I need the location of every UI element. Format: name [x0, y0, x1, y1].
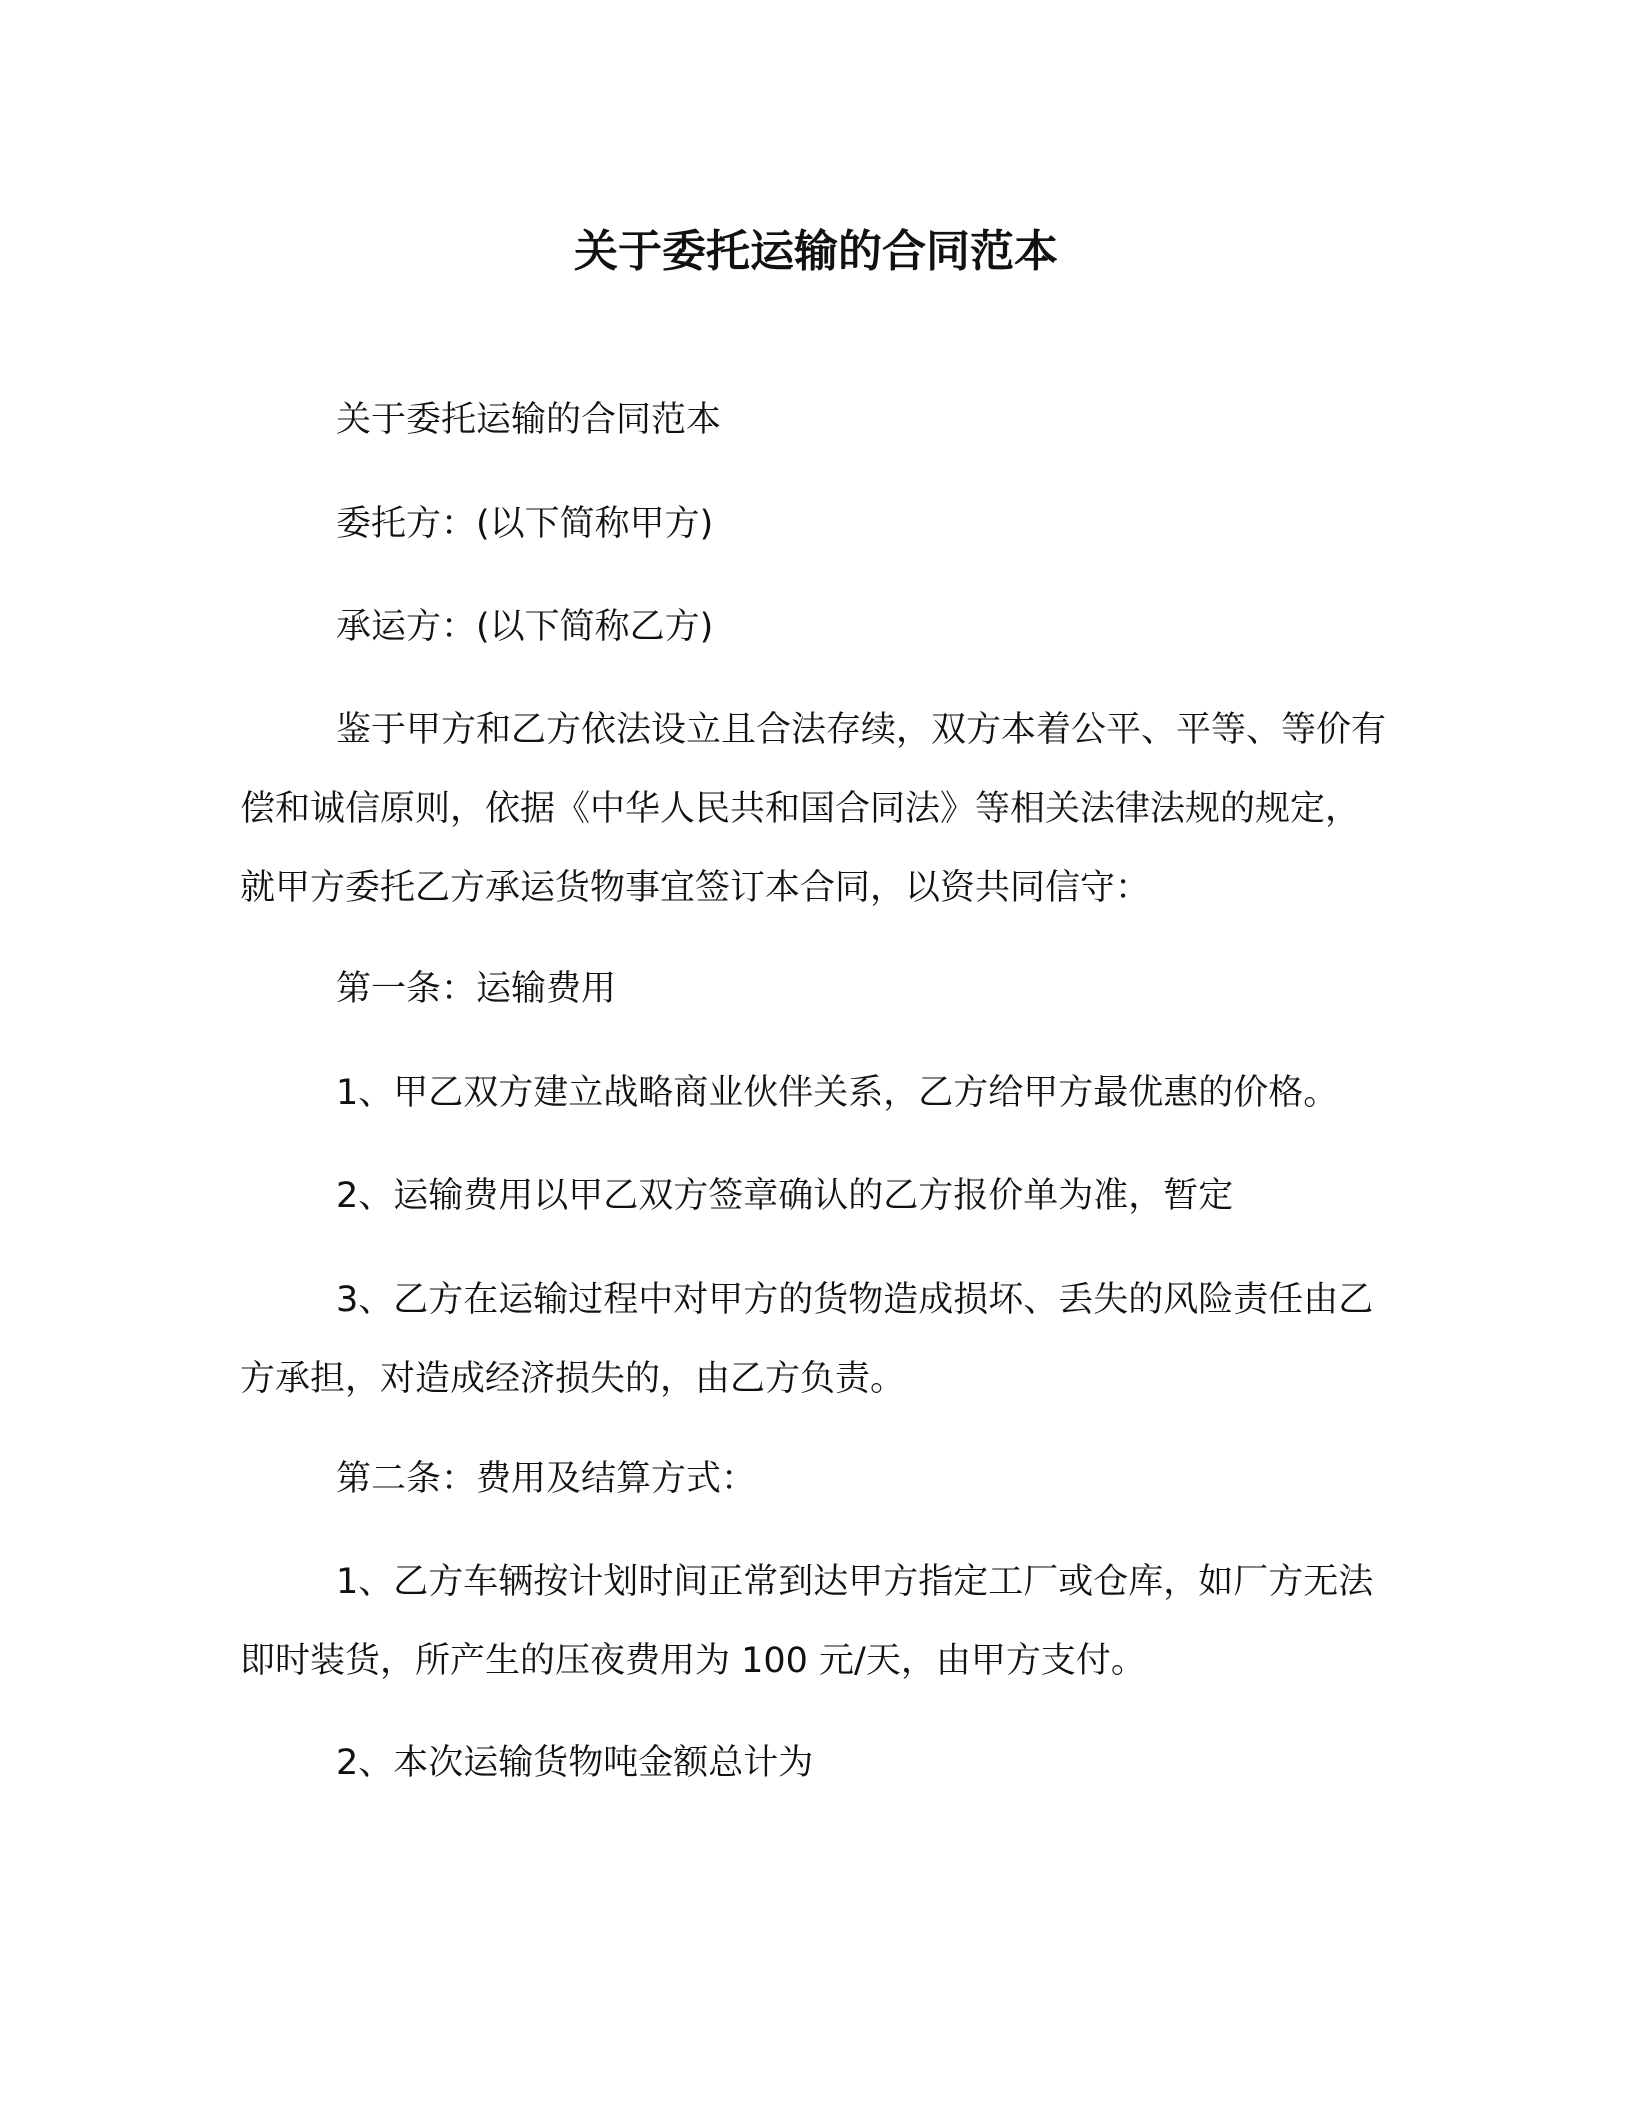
paragraph-client: 委托方：(以下简称甲方) [336, 504, 714, 544]
article-1-clause-3: 3、乙方在运输过程中对甲方的货物造成损坏、丢失的风险责任由乙方承担，对造成经济损失的，由乙方负责。 [240, 1280, 1374, 1399]
article-2-clause-1: 1、乙方车辆按计划时间正常到达甲方指定工厂或仓库，如厂方无法即时装货，所产生的压夜费用为 100 元/天，由甲方支付。 [240, 1562, 1374, 1681]
article-2-heading: 第二条：费用及结算方式： [336, 1459, 757, 1499]
article-2-clause-2: 2、本次运输货物吨金额总计为 [336, 1743, 814, 1783]
paragraph-heading-repeat: 关于委托运输的合同范本 [336, 400, 722, 440]
paragraph-preamble: 鉴于甲方和乙方依法设立且合法存续，双方本着公平、平等、等价有偿和诚信原则，依据《中华人民共和国合同法》等相关法律法规的规定，就甲方委托乙方承运货物事宜签订本合同，以资共同信守： [240, 710, 1387, 908]
article-1-heading: 第一条：运输费用 [336, 969, 617, 1009]
document-title: 关于委托运输的合同范本 [574, 226, 1058, 277]
paragraph-carrier: 承运方：(以下简称乙方) [336, 607, 714, 647]
article-1-clause-1: 1、甲乙双方建立战略商业伙伴关系，乙方给甲方最优惠的价格。 [336, 1073, 1339, 1113]
article-1-clause-2: 2、运输费用以甲乙双方签章确认的乙方报价单为准，暂定 [336, 1176, 1234, 1216]
